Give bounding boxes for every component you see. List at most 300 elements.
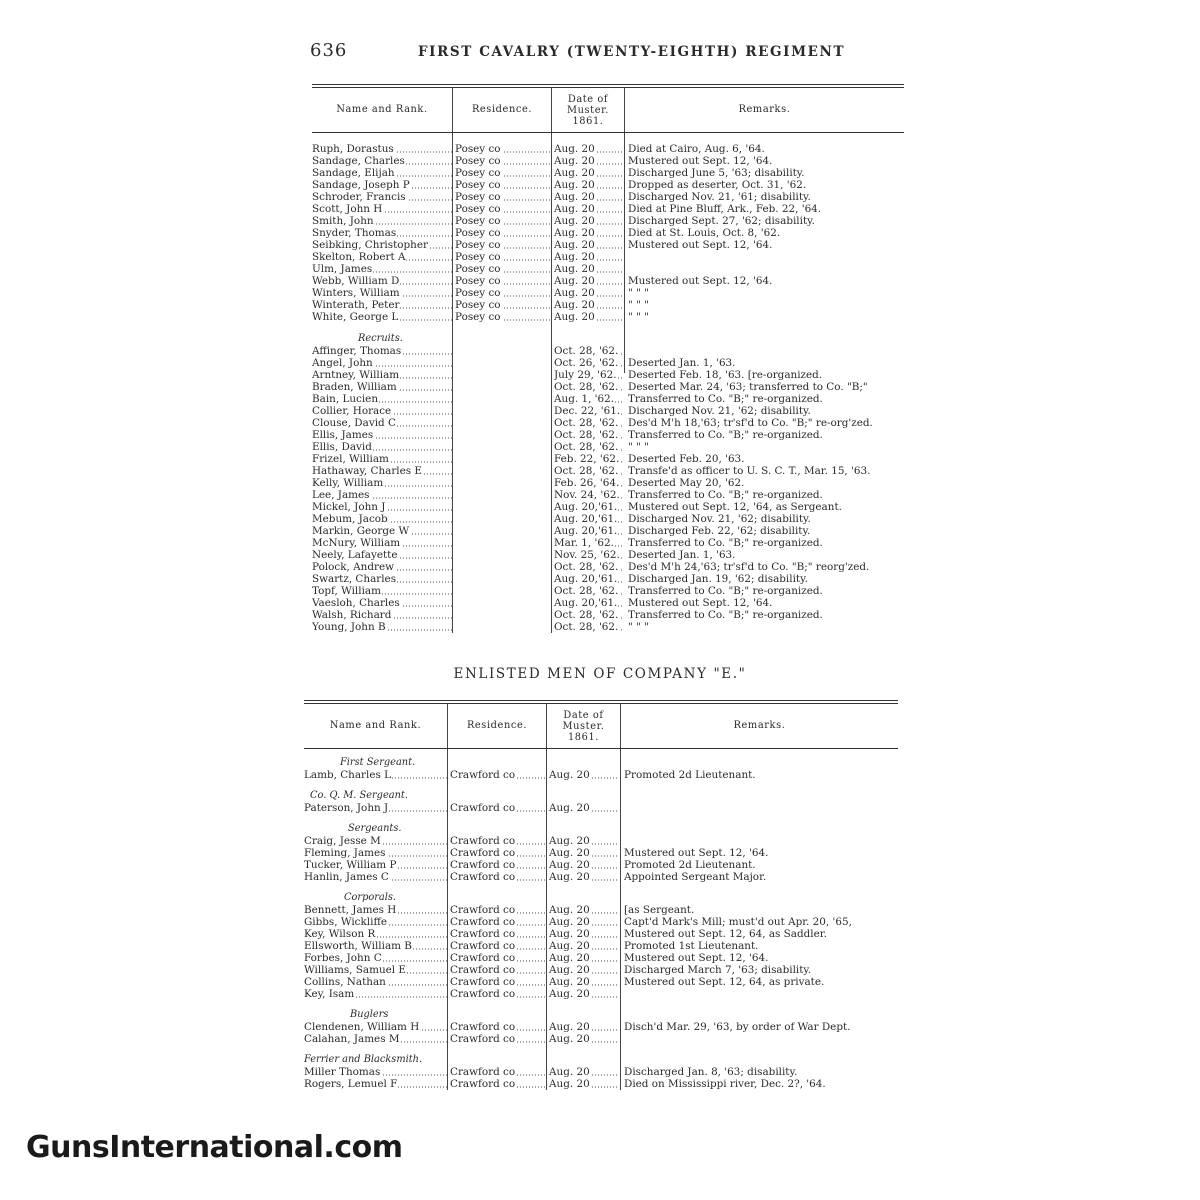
cell-name: Miller Thomas — [304, 1066, 447, 1078]
cell-remarks: Died at Cairo, Aug. 6, '64. — [628, 143, 765, 155]
header-divider — [447, 704, 448, 748]
col-header-residence: Residence. — [466, 720, 528, 731]
cell-residence: Posey co — [455, 311, 551, 323]
table-row — [312, 179, 904, 191]
cell-residence: Posey co — [455, 299, 551, 311]
group-label — [304, 757, 898, 769]
cell-remarks: Discharged Jan. 8, '63; disability. — [624, 1066, 798, 1078]
cell-name: Winters, William — [312, 287, 452, 299]
cell-name: Neely, Lafayette — [312, 549, 452, 561]
cell-residence: Crawford co — [450, 976, 546, 988]
cell-remarks: Deserted May 20, '62. — [628, 477, 745, 489]
group-label — [304, 1054, 898, 1066]
cell-date: Feb. 26, '64. — [554, 477, 624, 489]
cell-date: Nov. 24, '62. — [554, 489, 624, 501]
cell-name: Topf, William — [312, 585, 452, 597]
group-label — [304, 823, 898, 835]
cell-remarks: Transferred to Co. "B;" re-organized. — [628, 609, 823, 621]
cell-residence: Posey co — [455, 287, 551, 299]
recruits-label — [312, 333, 904, 345]
group-label-text: First Sergeant. — [340, 757, 416, 768]
cell-remarks: [as Sergeant. — [624, 904, 695, 916]
table-row — [312, 489, 904, 501]
table-row — [304, 769, 898, 781]
cell-date: Feb. 22, '62. — [554, 453, 624, 465]
cell-date: Aug. 20,'61. — [554, 501, 624, 513]
cell-name: Clouse, David C — [312, 417, 452, 429]
cell-remarks: Mustered out Sept. 12, '64. — [624, 952, 769, 964]
table-row — [304, 1033, 898, 1045]
cell-date: Aug. 20 — [549, 847, 619, 859]
table-row — [312, 465, 904, 477]
table-row — [312, 143, 904, 155]
cell-date: Dec. 22, '61. — [554, 405, 624, 417]
watermark-logo: GunsInternational.com — [26, 1130, 403, 1165]
group-label-text: Sergeants. — [348, 823, 402, 834]
cell-remarks: Discharged Nov. 21, '61; disability. — [628, 191, 811, 203]
cell-residence: Posey co — [455, 143, 551, 155]
cell-remarks: Appointed Sergeant Major. — [624, 871, 767, 883]
table-body — [312, 133, 904, 633]
cell-date: Aug. 20 — [554, 203, 624, 215]
table-row — [312, 287, 904, 299]
table-header — [304, 704, 898, 749]
table-row — [312, 429, 904, 441]
group-label — [304, 1009, 898, 1021]
body-divider — [624, 133, 625, 373]
cell-residence: Crawford co — [450, 859, 546, 871]
cell-remarks: Discharged June 5, '63; disability. — [628, 167, 805, 179]
cell-remarks: Promoted 1st Lieutenant. — [624, 940, 759, 952]
cell-date: Oct. 28, '62. — [554, 345, 624, 357]
cell-name: Hanlin, James C — [304, 871, 447, 883]
cell-date: Aug. 20 — [549, 1033, 619, 1045]
table-row — [312, 513, 904, 525]
table-row — [312, 251, 904, 263]
cell-name: Mebum, Jacob — [312, 513, 452, 525]
cell-date: Aug. 20 — [549, 802, 619, 814]
table-row — [304, 1078, 898, 1090]
cell-residence: Posey co — [455, 179, 551, 191]
table-row — [304, 916, 898, 928]
table-row — [304, 1021, 898, 1033]
cell-name: Williams, Samuel E — [304, 964, 447, 976]
cell-residence: Crawford co — [450, 769, 546, 781]
cell-remarks: Deserted Jan. 1, '63. — [628, 549, 736, 561]
col-header-name: Name and Rank. — [336, 104, 428, 115]
table-row — [312, 453, 904, 465]
cell-remarks: Dropped as deserter, Oct. 31, '62. — [628, 179, 807, 191]
cell-remarks: Transferred to Co. "B;" re-organized. — [628, 537, 823, 549]
section-title: ENLISTED MEN OF COMPANY "E." — [453, 666, 747, 682]
cell-date: Aug. 20 — [549, 835, 619, 847]
cell-residence: Crawford co — [450, 940, 546, 952]
cell-name: Fleming, James — [304, 847, 447, 859]
cell-name: Walsh, Richard — [312, 609, 452, 621]
header-divider — [452, 88, 453, 132]
cell-name: Sandage, Joseph P — [312, 179, 452, 191]
cell-residence: Crawford co — [450, 928, 546, 940]
header-divider — [546, 704, 547, 748]
body-divider — [447, 749, 448, 1090]
cell-residence: Crawford co — [450, 1066, 546, 1078]
cell-name: Collier, Horace — [312, 405, 452, 417]
table-row — [304, 802, 898, 814]
cell-date: Aug. 20 — [554, 179, 624, 191]
cell-date: Aug. 20 — [549, 940, 619, 952]
table-row — [304, 871, 898, 883]
cell-date: Nov. 25, '62. — [554, 549, 624, 561]
cell-name: Sandage, Elijah — [312, 167, 452, 179]
cell-date: Aug. 20 — [549, 964, 619, 976]
cell-remarks: Deserted Feb. 18, '63. [re-organized. — [628, 369, 823, 381]
cell-date: Aug. 20 — [549, 769, 619, 781]
cell-name: Key, Isam — [304, 988, 447, 1000]
col-header-name: Name and Rank. — [329, 720, 422, 731]
cell-name: Swartz, Charles — [312, 573, 452, 585]
cell-name: Bain, Lucien — [312, 393, 452, 405]
table-row — [304, 940, 898, 952]
table-row — [312, 345, 904, 357]
cell-residence: Posey co — [455, 215, 551, 227]
recruits-label-text: Recruits. — [358, 333, 403, 344]
cell-remarks: Died at St. Louis, Oct. 8, '62. — [628, 227, 781, 239]
table-row — [312, 609, 904, 621]
cell-date: Oct. 28, '62. — [554, 417, 624, 429]
cell-name: Seibking, Christopher — [312, 239, 452, 251]
cell-remarks: Transferred to Co. "B;" re-organized. — [628, 489, 823, 501]
cell-date: Aug. 1, '62. — [554, 393, 624, 405]
table-row — [312, 167, 904, 179]
cell-date: Aug. 20 — [549, 976, 619, 988]
col-header-date — [552, 88, 624, 132]
table-row — [312, 561, 904, 573]
cell-remarks: " " " — [628, 621, 649, 633]
table-row — [312, 525, 904, 537]
cell-remarks: Discharged Nov. 21, '62; disability. — [628, 513, 811, 525]
cell-name: Tucker, William P — [304, 859, 447, 871]
table-row — [312, 417, 904, 429]
table-row — [304, 952, 898, 964]
cell-name: Clendenen, William H — [304, 1021, 447, 1033]
cell-residence: Posey co — [455, 251, 551, 263]
table-row — [312, 537, 904, 549]
cell-remarks: Discharged Feb. 22, '62; disability. — [628, 525, 811, 537]
cell-residence: Crawford co — [450, 871, 546, 883]
table-row — [312, 369, 904, 381]
cell-remarks: Deserted Feb. 20, '63. — [628, 453, 745, 465]
group-label-text: Ferrier and Blacksmith. — [304, 1054, 423, 1065]
group-label — [304, 892, 898, 904]
cell-date: Aug. 20 — [554, 215, 624, 227]
cell-residence: Crawford co — [450, 952, 546, 964]
cell-name: Braden, William — [312, 381, 452, 393]
cell-date: Oct. 28, '62. — [554, 621, 624, 633]
cell-date: Mar. 1, '62. — [554, 537, 624, 549]
cell-date: Oct. 28, '62. — [554, 585, 624, 597]
cell-residence: Posey co — [455, 227, 551, 239]
page-header — [300, 40, 920, 68]
table-row — [312, 477, 904, 489]
cell-date: Aug. 20 — [549, 916, 619, 928]
header-divider — [620, 704, 621, 748]
cell-remarks: " " " — [628, 441, 649, 453]
cell-remarks: Died on Mississippi river, Dec. 2?, '64. — [624, 1078, 826, 1090]
table-row — [312, 621, 904, 633]
cell-date: Aug. 20,'61. — [554, 525, 624, 537]
table-row — [304, 1066, 898, 1078]
header-divider — [551, 88, 552, 132]
cell-date: Aug. 20 — [549, 904, 619, 916]
cell-remarks: Transferred to Co. "B;" re-organized. — [628, 429, 823, 441]
group-label-text: Corporals. — [344, 892, 397, 903]
cell-name: Lee, James — [312, 489, 452, 501]
table-row — [304, 988, 898, 1000]
cell-name: Collins, Nathan — [304, 976, 447, 988]
cell-residence: Posey co — [455, 275, 551, 287]
body-divider — [452, 133, 453, 633]
cell-name: Young, John B — [312, 621, 452, 633]
cell-residence: Crawford co — [450, 847, 546, 859]
cell-name: Kelly, William — [312, 477, 452, 489]
table-row — [312, 501, 904, 513]
cell-remarks: Mustered out Sept. 12, '64. — [628, 239, 773, 251]
table-row — [312, 239, 904, 251]
cell-remarks: Discharged Nov. 21, '62; disability. — [628, 405, 811, 417]
table-row — [312, 275, 904, 287]
cell-name: Bennett, James H — [304, 904, 447, 916]
table-row — [312, 227, 904, 239]
cell-name: Ruph, Dorastus — [312, 143, 452, 155]
cell-remarks: Promoted 2d Lieutenant. — [624, 769, 756, 781]
group-label-text: Co. Q. M. Sergeant. — [310, 790, 408, 801]
cell-name: Ellis, James — [312, 429, 452, 441]
cell-name: Forbes, John C — [304, 952, 447, 964]
cell-residence: Posey co — [455, 155, 551, 167]
table-row — [312, 573, 904, 585]
body-divider — [546, 749, 547, 1090]
cell-remarks: Mustered out Sept. 12, '64. — [628, 597, 773, 609]
cell-remarks: Discharged March 7, '63; disability. — [624, 964, 812, 976]
cell-date: Aug. 20 — [549, 952, 619, 964]
cell-name: Affinger, Thomas — [312, 345, 452, 357]
cell-date: Aug. 20 — [549, 1066, 619, 1078]
cell-remarks: Promoted 2d Lieutenant. — [624, 859, 756, 871]
cell-date: Aug. 20 — [549, 871, 619, 883]
cell-remarks: Discharged Sept. 27, '62; disability. — [628, 215, 815, 227]
cell-name: Snyder, Thomas — [312, 227, 452, 239]
cell-residence: Crawford co — [450, 1021, 546, 1033]
col-header-remarks: Remarks. — [733, 720, 786, 731]
cell-date: Aug. 20 — [554, 227, 624, 239]
cell-residence: Crawford co — [450, 916, 546, 928]
cell-date: Aug. 20 — [554, 143, 624, 155]
cell-name: Skelton, Robert A — [312, 251, 452, 263]
table-row — [304, 928, 898, 940]
cell-name: Webb, William D — [312, 275, 452, 287]
cell-date: July 29, '62. — [554, 369, 624, 381]
cell-date: Aug. 20 — [554, 311, 624, 323]
cell-name: Gibbs, Wickliffe — [304, 916, 447, 928]
table-row — [312, 441, 904, 453]
col-header-date-line2: Muster. — [566, 104, 610, 116]
cell-date: Aug. 20,'61. — [554, 513, 624, 525]
body-divider — [551, 133, 552, 633]
cell-residence: Posey co — [455, 263, 551, 275]
cell-residence: Posey co — [455, 191, 551, 203]
cell-date: Aug. 20,'61. — [554, 573, 624, 585]
cell-date: Aug. 20 — [549, 988, 619, 1000]
page-title: FIRST CAVALRY (TWENTY-EIGHTH) REGIMENT — [418, 44, 846, 60]
cell-residence: Posey co — [455, 167, 551, 179]
cell-date: Aug. 20 — [554, 287, 624, 299]
cell-date: Aug. 20 — [554, 263, 624, 275]
table-row — [304, 859, 898, 871]
table-row — [304, 835, 898, 847]
cell-name: Arntney, William — [312, 369, 452, 381]
cell-remarks: Mustered out Sept. 12, '64. — [628, 155, 773, 167]
cell-date: Oct. 28, '62. — [554, 441, 624, 453]
cell-remarks: Died at Pine Bluff, Ark., Feb. 22, '64. — [628, 203, 822, 215]
cell-name: Vaesloh, Charles — [312, 597, 452, 609]
table-row — [312, 381, 904, 393]
cell-date: Aug. 20 — [554, 191, 624, 203]
cell-date: Oct. 28, '62. — [554, 609, 624, 621]
cell-residence: Crawford co — [450, 1033, 546, 1045]
cell-remarks: Disch'd Mar. 29, '63, by order of War Dept. — [624, 1021, 851, 1033]
table-row — [304, 847, 898, 859]
col-header-date — [547, 704, 620, 748]
cell-residence: Crawford co — [450, 904, 546, 916]
cell-name: McNury, William — [312, 537, 452, 549]
cell-remarks: Deserted Mar. 24, '63; transferred to Co. "B;" — [628, 381, 868, 393]
col-header-date-line1: Date of — [563, 709, 604, 721]
cell-remarks: Mustered out Sept. 12, 64, as private. — [624, 976, 825, 988]
cell-remarks: Discharged Jan. 19, '62; disability. — [628, 573, 808, 585]
cell-remarks: Mustered out Sept. 12, 64, as Saddler. — [624, 928, 827, 940]
cell-remarks: Transferred to Co. "B;" re-organized. — [628, 393, 823, 405]
cell-remarks: Des'd M'h 24,'63; tr'sf'd to Co. "B;" reorg'zed. — [628, 561, 870, 573]
cell-name: Sandage, Charles — [312, 155, 452, 167]
cell-date: Aug. 20 — [554, 155, 624, 167]
cell-date: Aug. 20 — [549, 1078, 619, 1090]
cell-remarks: " " " — [628, 311, 649, 323]
table-row — [312, 155, 904, 167]
cell-name: Angel, John — [312, 357, 452, 369]
cell-name: Craig, Jesse M — [304, 835, 447, 847]
cell-name: Winterath, Peter — [312, 299, 452, 311]
cell-name: Markin, George W — [312, 525, 452, 537]
cell-residence: Crawford co — [450, 988, 546, 1000]
group-label-text: Buglers — [350, 1009, 389, 1020]
cell-date: Aug. 20 — [554, 167, 624, 179]
col-header-residence: Residence. — [471, 104, 533, 115]
page-number: 636 — [310, 40, 348, 61]
table-row — [312, 597, 904, 609]
cell-date: Aug. 20 — [554, 251, 624, 263]
cell-date: Aug. 20 — [554, 299, 624, 311]
cell-date: Oct. 28, '62. — [554, 429, 624, 441]
cell-remarks: Des'd M'h 18,'63; tr'sf'd to Co. "B;" re-org'zed. — [628, 417, 873, 429]
cell-remarks: " " " — [628, 287, 649, 299]
cell-name: Scott, John H — [312, 203, 452, 215]
cell-remarks: Transferred to Co. "B;" re-organized. — [628, 585, 823, 597]
cell-name: Mickel, John J — [312, 501, 452, 513]
table-header — [312, 88, 904, 133]
col-header-date-line2: Muster. — [562, 720, 605, 732]
cell-date: Aug. 20 — [549, 1021, 619, 1033]
table-row — [312, 405, 904, 417]
cell-remarks: Capt'd Mark's Mill; must'd out Apr. 20, '65, — [624, 916, 852, 928]
cell-name: Frizel, William — [312, 453, 452, 465]
table-row — [312, 549, 904, 561]
roster-table-upper — [312, 84, 904, 633]
cell-remarks: " " " — [628, 299, 649, 311]
group-label — [304, 790, 898, 802]
table-row — [304, 904, 898, 916]
table-body — [304, 749, 898, 1090]
cell-remarks: Deserted Jan. 1, '63. — [628, 357, 736, 369]
cell-remarks: Mustered out Sept. 12, '64, as Sergeant. — [628, 501, 842, 513]
cell-date: Oct. 28, '62. — [554, 465, 624, 477]
body-divider — [620, 749, 621, 1090]
col-header-date-line3: 1861. — [567, 731, 600, 743]
table-row — [304, 964, 898, 976]
cell-name: White, George L — [312, 311, 452, 323]
cell-residence: Crawford co — [450, 835, 546, 847]
cell-name: Hathaway, Charles E — [312, 465, 452, 477]
table-row — [312, 203, 904, 215]
cell-residence: Crawford co — [450, 802, 546, 814]
table-row — [312, 263, 904, 275]
table-row — [312, 311, 904, 323]
cell-date: Oct. 28, '62. — [554, 381, 624, 393]
cell-remarks: Mustered out Sept. 12, '64. — [624, 847, 769, 859]
cell-name: Key, Wilson R — [304, 928, 447, 940]
cell-name: Smith, John — [312, 215, 452, 227]
cell-name: Calahan, James M — [304, 1033, 447, 1045]
cell-date: Oct. 28, '62. — [554, 561, 624, 573]
table-row — [312, 585, 904, 597]
roster-table-company-e — [304, 700, 898, 1090]
table-row — [312, 191, 904, 203]
cell-remarks: Mustered out Sept. 12, '64. — [628, 275, 773, 287]
col-header-date-line3: 1861. — [572, 115, 604, 127]
cell-date: Aug. 20,'61. — [554, 597, 624, 609]
table-row — [312, 215, 904, 227]
cell-name: Ellis, David — [312, 441, 452, 453]
table-row — [312, 393, 904, 405]
cell-residence: Crawford co — [450, 1078, 546, 1090]
header-divider — [624, 88, 625, 132]
cell-name: Paterson, John J — [304, 802, 447, 814]
cell-remarks: Transfe'd as officer to U. S. C. T., Mar. 15, '63. — [628, 465, 871, 477]
cell-name: Ellsworth, William B — [304, 940, 447, 952]
cell-date: Aug. 20 — [549, 859, 619, 871]
cell-name: Lamb, Charles L — [304, 769, 447, 781]
cell-date: Aug. 20 — [554, 239, 624, 251]
table-row — [312, 357, 904, 369]
table-row — [304, 976, 898, 988]
cell-date: Aug. 20 — [554, 275, 624, 287]
cell-name: Polock, Andrew — [312, 561, 452, 573]
col-header-date-line1: Date of — [567, 93, 609, 105]
cell-residence: Crawford co — [450, 964, 546, 976]
cell-residence: Posey co — [455, 239, 551, 251]
cell-residence: Posey co — [455, 203, 551, 215]
cell-date: Oct. 26, '62. — [554, 357, 624, 369]
table-row — [312, 299, 904, 311]
